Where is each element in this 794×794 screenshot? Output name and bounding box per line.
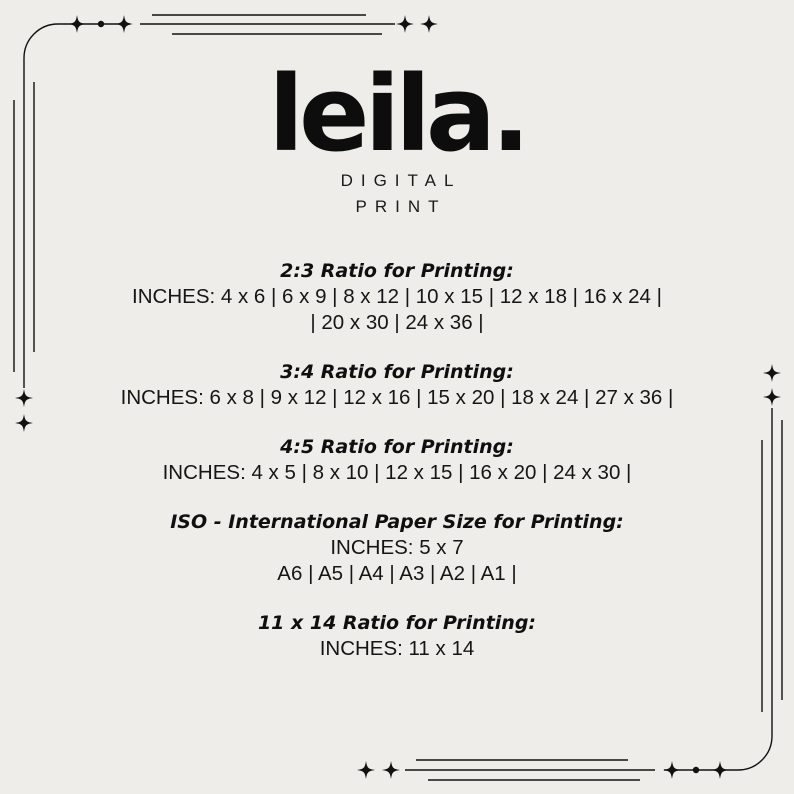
size-line: | 20 x 30 | 24 x 36 | <box>310 311 484 334</box>
brand-name: leila. <box>268 53 526 175</box>
size-line: INCHES: 5 x 7 <box>330 536 464 559</box>
section-heading: 3:4 Ratio for Printing: <box>280 361 514 383</box>
section-heading: 4:5 Ratio for Printing: <box>280 436 514 458</box>
size-line: INCHES: 11 x 14 <box>319 637 475 660</box>
section-heading: ISO - International Paper Size for Printing: <box>170 511 624 533</box>
brand-logo <box>0 53 794 218</box>
size-line: INCHES: 4 x 6 | 6 x 9 | 8 x 12 | 10 x 15 | 12 x 18 | 16 x 24 | <box>132 285 662 308</box>
section-4-5-ratio <box>0 434 794 486</box>
size-line: A6 | A5 | A4 | A3 | A2 | A1 | <box>277 562 517 585</box>
section-iso-paper-size <box>0 509 794 587</box>
section-heading: 11 x 14 Ratio for Printing: <box>257 612 537 634</box>
section-3-4-ratio <box>0 359 794 411</box>
section-11-14-ratio <box>0 610 794 662</box>
size-line: INCHES: 4 x 5 | 8 x 10 | 12 x 15 | 16 x 20 | 24 x 30 | <box>162 461 632 484</box>
sparkle-icon <box>711 761 729 779</box>
sparkle-icon <box>663 761 681 779</box>
sparkle-icon <box>420 15 438 33</box>
section-2-3-ratio <box>0 258 794 336</box>
brand-tagline-digital: DIGITAL <box>340 171 462 190</box>
sparkle-icon <box>115 15 133 33</box>
sparkle-icon <box>357 761 375 779</box>
dot-ornament-icon <box>693 767 699 773</box>
brand-tagline-print: PRINT <box>355 197 447 216</box>
sparkle-icon <box>68 15 86 33</box>
sparkle-icon <box>382 761 400 779</box>
size-line: INCHES: 6 x 8 | 9 x 12 | 12 x 16 | 15 x 20 | 18 x 24 | 27 x 36 | <box>120 386 674 409</box>
section-heading: 2:3 Ratio for Printing: <box>280 260 514 282</box>
dot-ornament-icon <box>98 21 104 27</box>
sparkle-icon <box>396 15 414 33</box>
print-size-list <box>0 258 794 685</box>
